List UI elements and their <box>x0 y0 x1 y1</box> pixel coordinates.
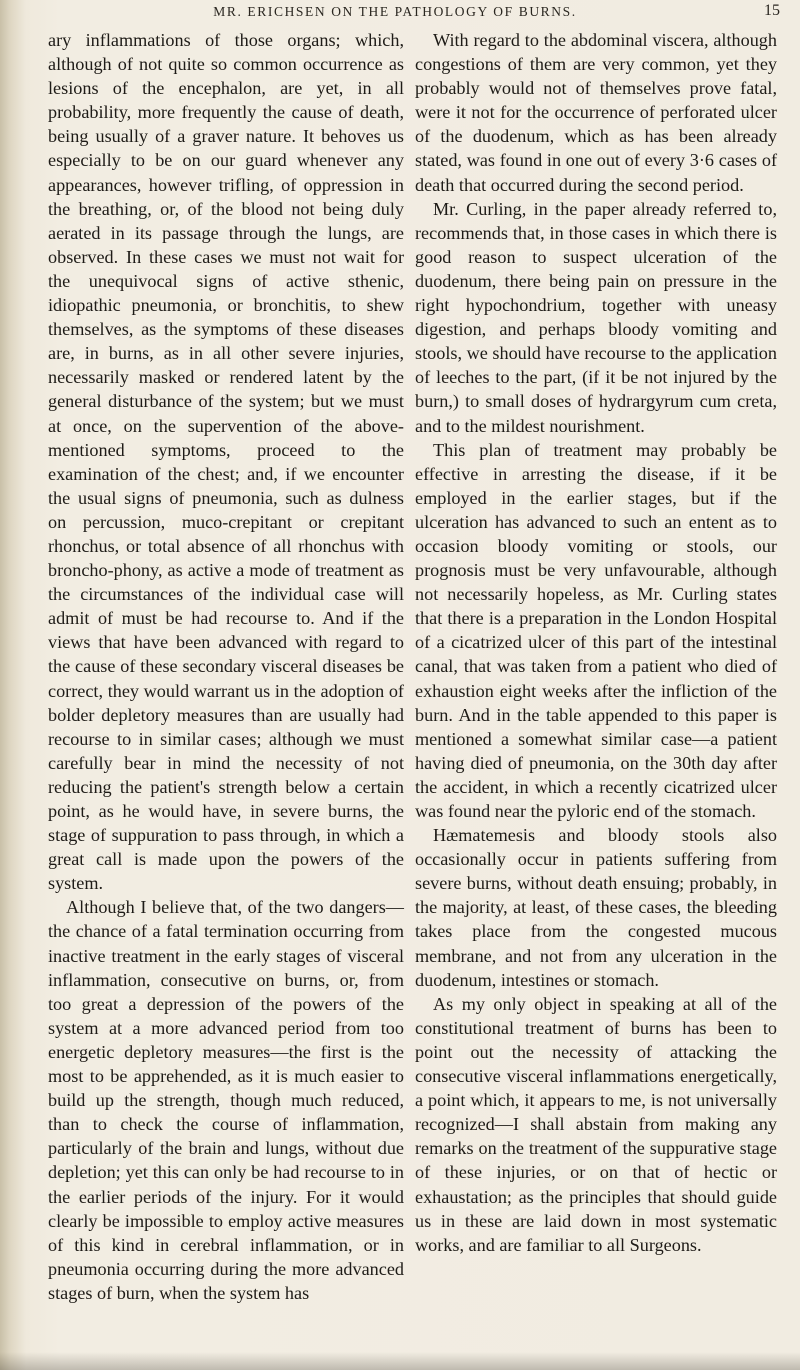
page-number: 15 <box>764 2 780 19</box>
left-column <box>48 28 404 1305</box>
right-column <box>415 28 777 1257</box>
paragraph: As my only object in speaking at all of the constitutional treatment of burns has been to point out the necessity of attacking the consecutive visceral inflammations energetically, a point which, it appears to me, is not universally recognized—I shall abstain from making any remarks on the treatment of the suppurative stage of these injuries, or on that of hectic or exhaustation; as the principles that should guide us in these are laid down in most systematic works, and are familiar to all Surgeons. <box>415 993 777 1255</box>
paragraph: Although I believe that, of the two dangers—the chance of a fatal termination occurring from inactive treatment in the early stages of visceral inflammation, consecutive on burns, or, from too great a depression of the powers of the system at a more advanced period from too energetic depletory measures—the first is the most to be apprehended, as it is much easier to build up the strength, though much reduced, than to check the course of inflammation, particularly of the brain and lungs, without due depletion; yet this can only be had recourse to in the earlier periods of the injury. For it would clearly be impossible to employ active measures of this kind in cerebral inflammation, or in pneumonia occurring during the more advanced stages of burn, when the system has <box>48 897 404 1303</box>
running-head: MR. ERICHSEN ON THE PATHOLOGY OF BURNS. <box>213 4 577 19</box>
paragraph: With regard to the abdominal viscera, although congestions of them are very common, yet they probably would not of themselves prove fatal, were it not for the occurrence of perforated ulcer of the duodenum, which as has been already stated, was found in one out of every 3·6 cases of death that occurred during the second period. <box>415 30 777 195</box>
paragraph: Mr. Curling, in the paper already referred to, recommends that, in those cases in which there is good reason to suspect ulceration of the duodenum, there being pain on pressure in the right hypochondrium, together with uneasy digestion, and perhaps bloody vomiting and stools, we should have recourse to the application of leeches to the part, (if it be not injured by the burn,) to small doses of hydrargyrum cum creta, and to the mildest nourishment. <box>415 198 777 436</box>
paragraph: Hæmatemesis and bloody stools also occasionally occur in patients suffering from severe burns, without death ensuing; probably, in the majority, at least, of these cases, the bleeding takes place from the congested mucous membrane, and not from any ulceration in the duodenum, intestines or stomach. <box>415 825 777 990</box>
paragraph: This plan of treatment may probably be effective in arresting the disease, if it be employed in the earlier stages, but if the ulceration has advanced to such an entent as to occasion bloody vomiting or stools, our prognosis must be very unfavourable, although not necessarily hopeless, as Mr. Curling states that there is a preparation in the London Hospital of a cicatrized ulcer of this part of the intestinal canal, that was taken from a patient who died of exhaustion eight weeks after the infliction of the burn. And in the table appended to this paper is mentioned a somewhat similar case—a patient having died of pneumonia, on the 30th day after the accident, in which a recently cicatrized ulcer was found near the pyloric end of the stomach. <box>415 439 777 821</box>
paragraph: ary inflammations of those organs; which, although of not quite so common occurrence as lesions of the encephalon, are yet, in all probability, more frequently the cause of death, being usually of a graver nature. It behoves us especially to be on our guard whenever any appearances, however trifling, of oppression in the breathing, or, of the blood not being duly aerated in its passage through the lungs, are observed. In these cases we must not wait for the unequivocal signs of active sthenic, idiopathic pneumonia, or bronchitis, to shew themselves, as the symptoms of these diseases are, in burns, as in all other severe injuries, necessarily masked or rendered latent by the general disturbance of the system; but we must at once, on the supervention of the above-mentioned symptoms, proceed to the examination of the chest; and, if we encounter the usual signs of pneumonia, such as dulness on percussion, muco-crepitant or crepitant rhonchus, or total absence of all rhonchus with broncho-phony, as active a mode of treatment as the circumstances of the individual case will admit of must be had recourse to. And if the views that have been advanced with regard to the cause of these secondary visceral diseases be correct, they would warrant us in the adoption of bolder depletory measures than are usually had recourse to in similar cases; although we must carefully bear in mind the necessity of not reducing the patient's strength below a certain point, as he would have, in severe burns, the stage of suppuration to pass through, in which a great call is made upon the powers of the system. <box>48 30 404 894</box>
page-edge-shadow <box>0 1352 800 1370</box>
